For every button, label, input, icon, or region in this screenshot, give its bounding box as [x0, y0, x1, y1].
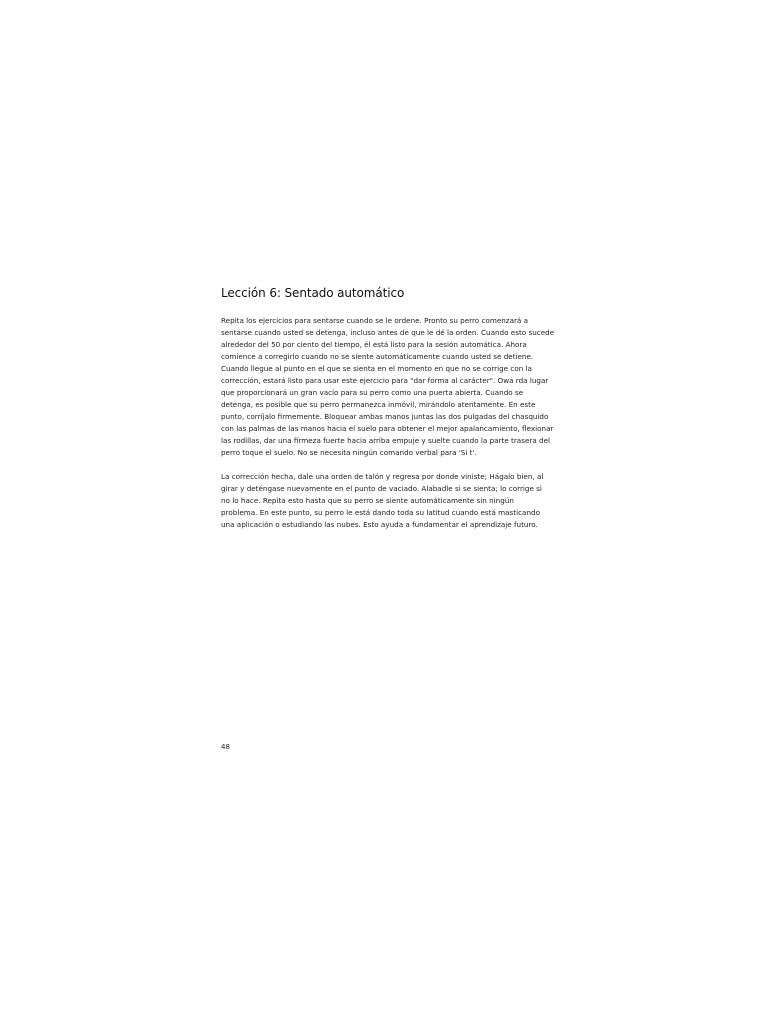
paragraph-line: perro toque el suelo. No se necesita ningún comando verbal para 'Si t'. [221, 448, 477, 457]
paragraph-line: girar y deténgase nuevamente en el punto de vaciado. Alabadle si se sienta; lo corrige si [221, 484, 542, 493]
paragraph-line: las rodillas, dar una firmeza fuerte hacia arriba empuje y suelte cuando la parte trasera del [221, 436, 551, 445]
paragraph-line: problema. En este punto, su perro le está dando toda su latitud cuando está masticando [221, 508, 540, 517]
paragraph-1 [221, 315, 555, 459]
paragraph-line: La corrección hecha, dale una orden de talón y regresa por donde viniste; Hágalo bien, al [221, 472, 544, 481]
page-number: 48 [221, 743, 230, 751]
paragraph-line: Cuando llegue al punto en el que se sienta en el momento en que no se corrige con la [221, 364, 532, 373]
paragraph-line: sentarse cuando usted se detenga, incluso antes de que le dé la orden. Cuando esto sucede [221, 328, 555, 337]
paragraph-line: que proporcionará un gran vacío para su perro como una puerta abierta. Cuando se [221, 388, 524, 397]
paragraph-line: con las palmas de las manos hacia el suelo para obtener el mejor apalancamiento, flexionar [221, 424, 554, 433]
paragraph-line: no lo hace. Repita esto hasta que su perro se siente automáticamente sin ningún [221, 496, 514, 505]
lesson-title: Lección 6: Sentado automático [221, 286, 405, 300]
paragraph-line: alrededor del 50 por ciento del tiempo, él está listo para la sesión automática. Ahora [221, 340, 527, 349]
paragraph-line: corrección, estará listo para usar este ejercicio para "dar forma al carácter". Owa rda lugar [221, 376, 549, 385]
paragraph-line: punto, corríjalo firmemente. Bloquear ambas manos juntas las dos pulgadas del chasquido [221, 412, 549, 421]
paragraph-2 [221, 471, 551, 531]
paragraph-line: detenga, es posible que su perro permanezca inmóvil, mirándolo atentamente. En este [221, 400, 536, 409]
paragraph-line: una aplicación o estudiando las nubes. Esto ayuda a fundamentar el aprendizaje futuro. [221, 520, 538, 529]
paragraph-line: Repita los ejercicios para sentarse cuando se le ordene. Pronto su perro comenzará a [221, 316, 529, 325]
paragraph-line: comience a corregirlo cuando no se siente automáticamente cuando usted se detiene. [221, 352, 534, 361]
